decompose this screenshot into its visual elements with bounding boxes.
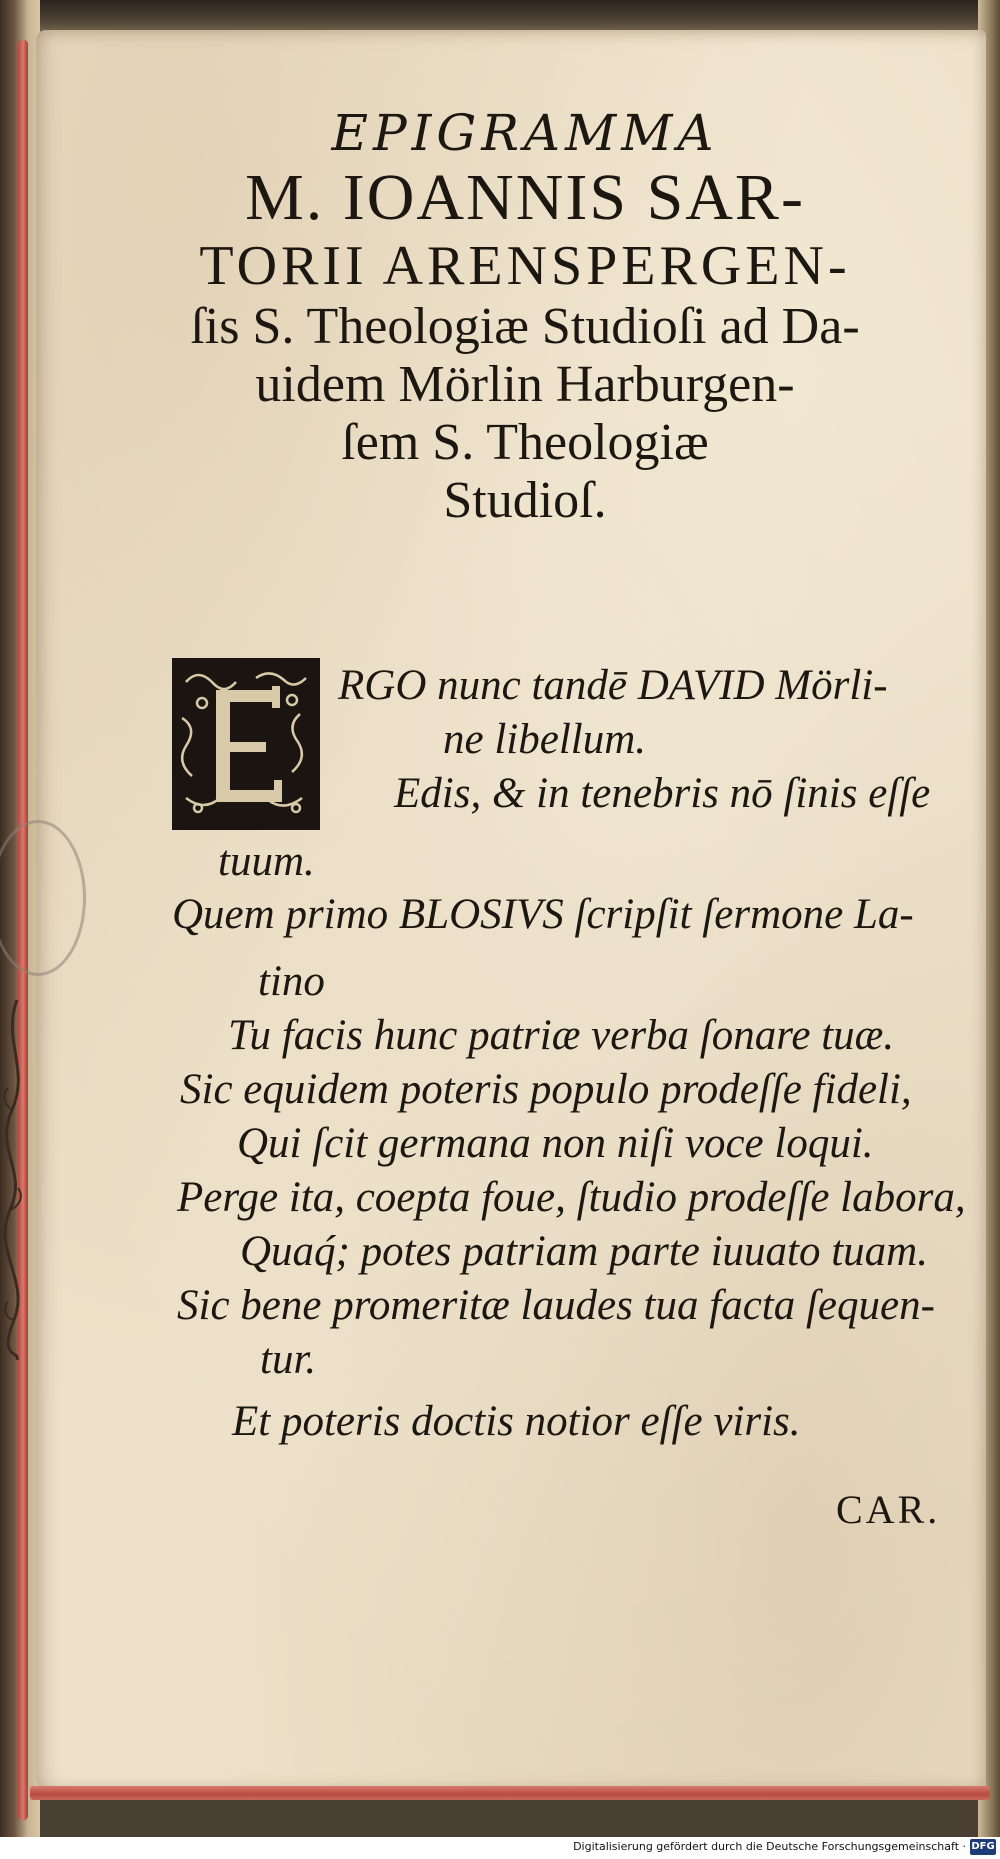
verse-line: Et poteris doctis notior eſſe viris.	[232, 1398, 801, 1445]
title-author-line-2: TORII ARENSPERGEN-	[199, 234, 851, 297]
catchword: CAR.	[836, 1487, 941, 1532]
title-line-7: Studioſ.	[443, 472, 607, 530]
title-line-4: ſis S. Theologiæ Studioſi ad Da-	[190, 297, 860, 355]
verse-line: Sic bene promeritæ laudes tua facta ſequen-	[177, 1282, 935, 1329]
title-line-5: uidem Mörlin Harburgen-	[255, 355, 795, 413]
verse-line: Quaq́; potes patriam parte iuuato tuam.	[240, 1228, 928, 1275]
title-author-line-1: M. IOANNIS SAR-	[245, 161, 805, 234]
verse-line: Edis, & in tenebris nō ſinis eſſe	[394, 770, 931, 817]
verse-line: tuum.	[218, 838, 315, 885]
verse-line: tur.	[260, 1336, 317, 1383]
verse-line: Sic equidem poteris populo prodeſſe fideli,	[180, 1066, 912, 1113]
footer-bar	[0, 1837, 1000, 1859]
verse-line: ne libellum.	[443, 716, 647, 763]
verse-line: Qui ſcit germana non niſi voce loqui.	[237, 1120, 874, 1167]
verse-line: RGO nunc tandē DAVID Mörli-	[338, 662, 888, 709]
verse-line: Tu facis hunc patriæ verba ſonare tuæ.	[228, 1012, 895, 1059]
title-line-6: ſem S. Theologiæ	[341, 414, 709, 472]
title-epigramma: EPIGRAMMA	[331, 104, 719, 162]
verse-line: Quem primo BLOSIVS ſcripſit ſermone La-	[172, 891, 914, 938]
funding-credit: Digitalisierung gefördert durch die Deutsche Forschungsgemeinschaft ·	[573, 1840, 966, 1853]
verse-line: tino	[258, 958, 325, 1005]
dfg-logo-icon[interactable]: DFG	[970, 1839, 996, 1855]
verse-line: Perge ita, coepta foue, ſtudio prodeſſe labora,	[177, 1174, 966, 1221]
